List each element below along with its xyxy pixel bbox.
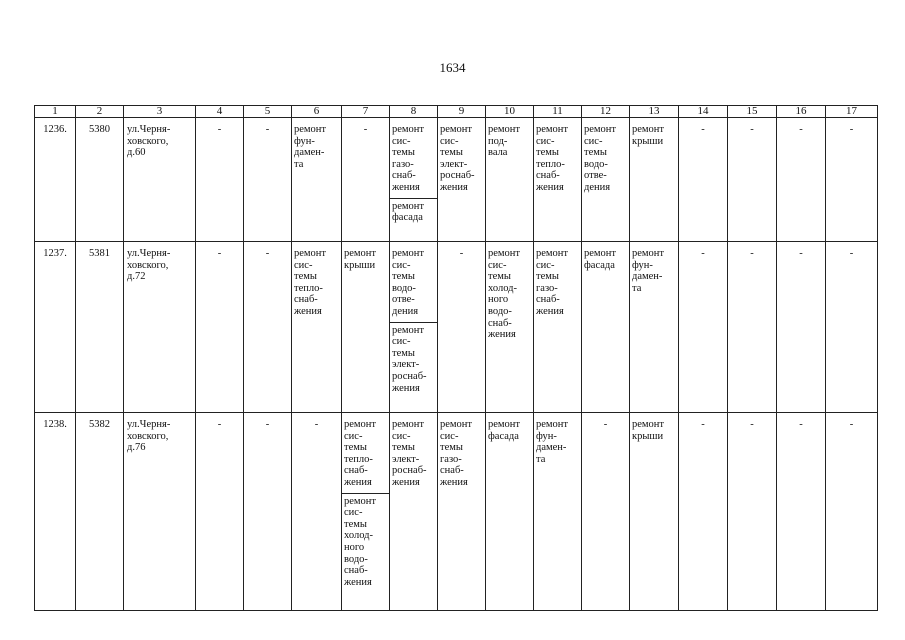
empty-cell: - xyxy=(777,242,826,413)
address: ул.Черня- ховского, д.72 xyxy=(124,242,196,413)
table-row xyxy=(35,118,878,242)
work-item: ремонт сис- темы элект- роснаб- жения xyxy=(392,419,427,488)
row-number: 1238. xyxy=(35,413,76,611)
column-number: 10 xyxy=(486,106,534,118)
object-code: 5380 xyxy=(76,118,124,242)
empty-cell: - xyxy=(292,413,342,611)
empty-cell: - xyxy=(582,413,630,611)
page-number: 1634 xyxy=(439,60,466,75)
work-cell xyxy=(630,413,679,611)
empty-cell: - xyxy=(679,118,728,242)
empty-cell: - xyxy=(728,118,777,242)
object-code: 5382 xyxy=(76,413,124,611)
work-item: ремонт сис- темы водо- отве- дения xyxy=(392,248,425,317)
work-item: ремонт сис- темы тепло- снаб- жения xyxy=(536,124,569,193)
work-item: ремонт сис- темы газо- снаб- жения xyxy=(440,419,473,488)
empty-cell: - xyxy=(679,413,728,611)
empty-cell: - xyxy=(777,118,826,242)
work-item: ремонт фасада xyxy=(390,198,437,224)
column-number: 5 xyxy=(244,106,292,118)
work-cell xyxy=(630,118,679,242)
address: ул.Черня- ховского, д.76 xyxy=(124,413,196,611)
work-item: ремонт крыши xyxy=(632,124,665,147)
work-item: ремонт фун- дамен- та xyxy=(632,248,665,294)
column-number: 8 xyxy=(390,106,438,118)
work-cell xyxy=(534,413,582,611)
empty-cell: - xyxy=(826,242,878,413)
empty-cell: - xyxy=(728,413,777,611)
column-number-row xyxy=(35,106,878,118)
object-code: 5381 xyxy=(76,242,124,413)
column-number: 16 xyxy=(777,106,826,118)
work-item: ремонт крыши xyxy=(632,419,665,442)
column-number: 3 xyxy=(124,106,196,118)
empty-cell: - xyxy=(679,242,728,413)
column-number: 4 xyxy=(196,106,244,118)
work-item: ремонт сис- темы элект- роснаб- жения xyxy=(390,322,437,395)
work-item: ремонт сис- темы водо- отве- дения xyxy=(584,124,617,193)
work-cell xyxy=(292,242,342,413)
empty-cell: - xyxy=(826,118,878,242)
empty-cell: - xyxy=(196,242,244,413)
work-item: ремонт под- вала xyxy=(488,124,521,159)
work-cell xyxy=(438,118,486,242)
empty-cell: - xyxy=(196,413,244,611)
empty-cell: - xyxy=(196,118,244,242)
empty-cell: - xyxy=(438,242,486,413)
work-item: ремонт сис- темы газо- снаб- жения xyxy=(392,124,425,193)
work-item: ремонт сис- темы холод- ного водо- снаб- жения xyxy=(488,248,521,341)
work-item: ремонт фасада xyxy=(584,248,617,271)
column-number: 7 xyxy=(342,106,390,118)
work-item: ремонт сис- темы элект- роснаб- жения xyxy=(440,124,475,193)
column-number: 6 xyxy=(292,106,342,118)
work-cell xyxy=(534,118,582,242)
work-cell xyxy=(486,118,534,242)
work-item: ремонт крыши xyxy=(344,248,377,271)
column-number: 1 xyxy=(35,106,76,118)
column-number: 11 xyxy=(534,106,582,118)
column-number: 15 xyxy=(728,106,777,118)
work-cell xyxy=(390,118,438,242)
work-cell xyxy=(534,242,582,413)
address: ул.Черня- ховского, д.60 xyxy=(124,118,196,242)
empty-cell: - xyxy=(777,413,826,611)
work-item: ремонт фун- дамен- та xyxy=(536,419,569,465)
table-row xyxy=(35,242,878,413)
empty-cell: - xyxy=(244,118,292,242)
column-number: 14 xyxy=(679,106,728,118)
repair-schedule-table xyxy=(34,105,878,611)
work-cell xyxy=(630,242,679,413)
work-item: ремонт фун- дамен- та xyxy=(294,124,327,170)
work-cell xyxy=(390,413,438,611)
column-number: 12 xyxy=(582,106,630,118)
work-cell xyxy=(582,242,630,413)
table-row xyxy=(35,413,878,611)
column-number: 13 xyxy=(630,106,679,118)
column-number: 17 xyxy=(826,106,878,118)
column-number: 2 xyxy=(76,106,124,118)
row-number: 1237. xyxy=(35,242,76,413)
empty-cell: - xyxy=(826,413,878,611)
work-cell xyxy=(390,242,438,413)
empty-cell: - xyxy=(728,242,777,413)
work-item: ремонт сис- темы холод- ного водо- снаб- жения xyxy=(342,493,389,589)
work-cell xyxy=(292,118,342,242)
empty-cell: - xyxy=(342,118,390,242)
work-cell xyxy=(486,242,534,413)
row-number: 1236. xyxy=(35,118,76,242)
work-item: ремонт сис- темы тепло- снаб- жения xyxy=(294,248,327,317)
column-number: 9 xyxy=(438,106,486,118)
work-cell xyxy=(342,242,390,413)
work-cell xyxy=(342,413,390,611)
empty-cell: - xyxy=(244,413,292,611)
work-cell xyxy=(438,413,486,611)
work-cell xyxy=(486,413,534,611)
work-cell xyxy=(582,118,630,242)
work-item: ремонт фасада xyxy=(488,419,521,442)
empty-cell: - xyxy=(244,242,292,413)
work-item: ремонт сис- темы тепло- снаб- жения xyxy=(344,419,377,488)
work-item: ремонт сис- темы газо- снаб- жения xyxy=(536,248,569,317)
